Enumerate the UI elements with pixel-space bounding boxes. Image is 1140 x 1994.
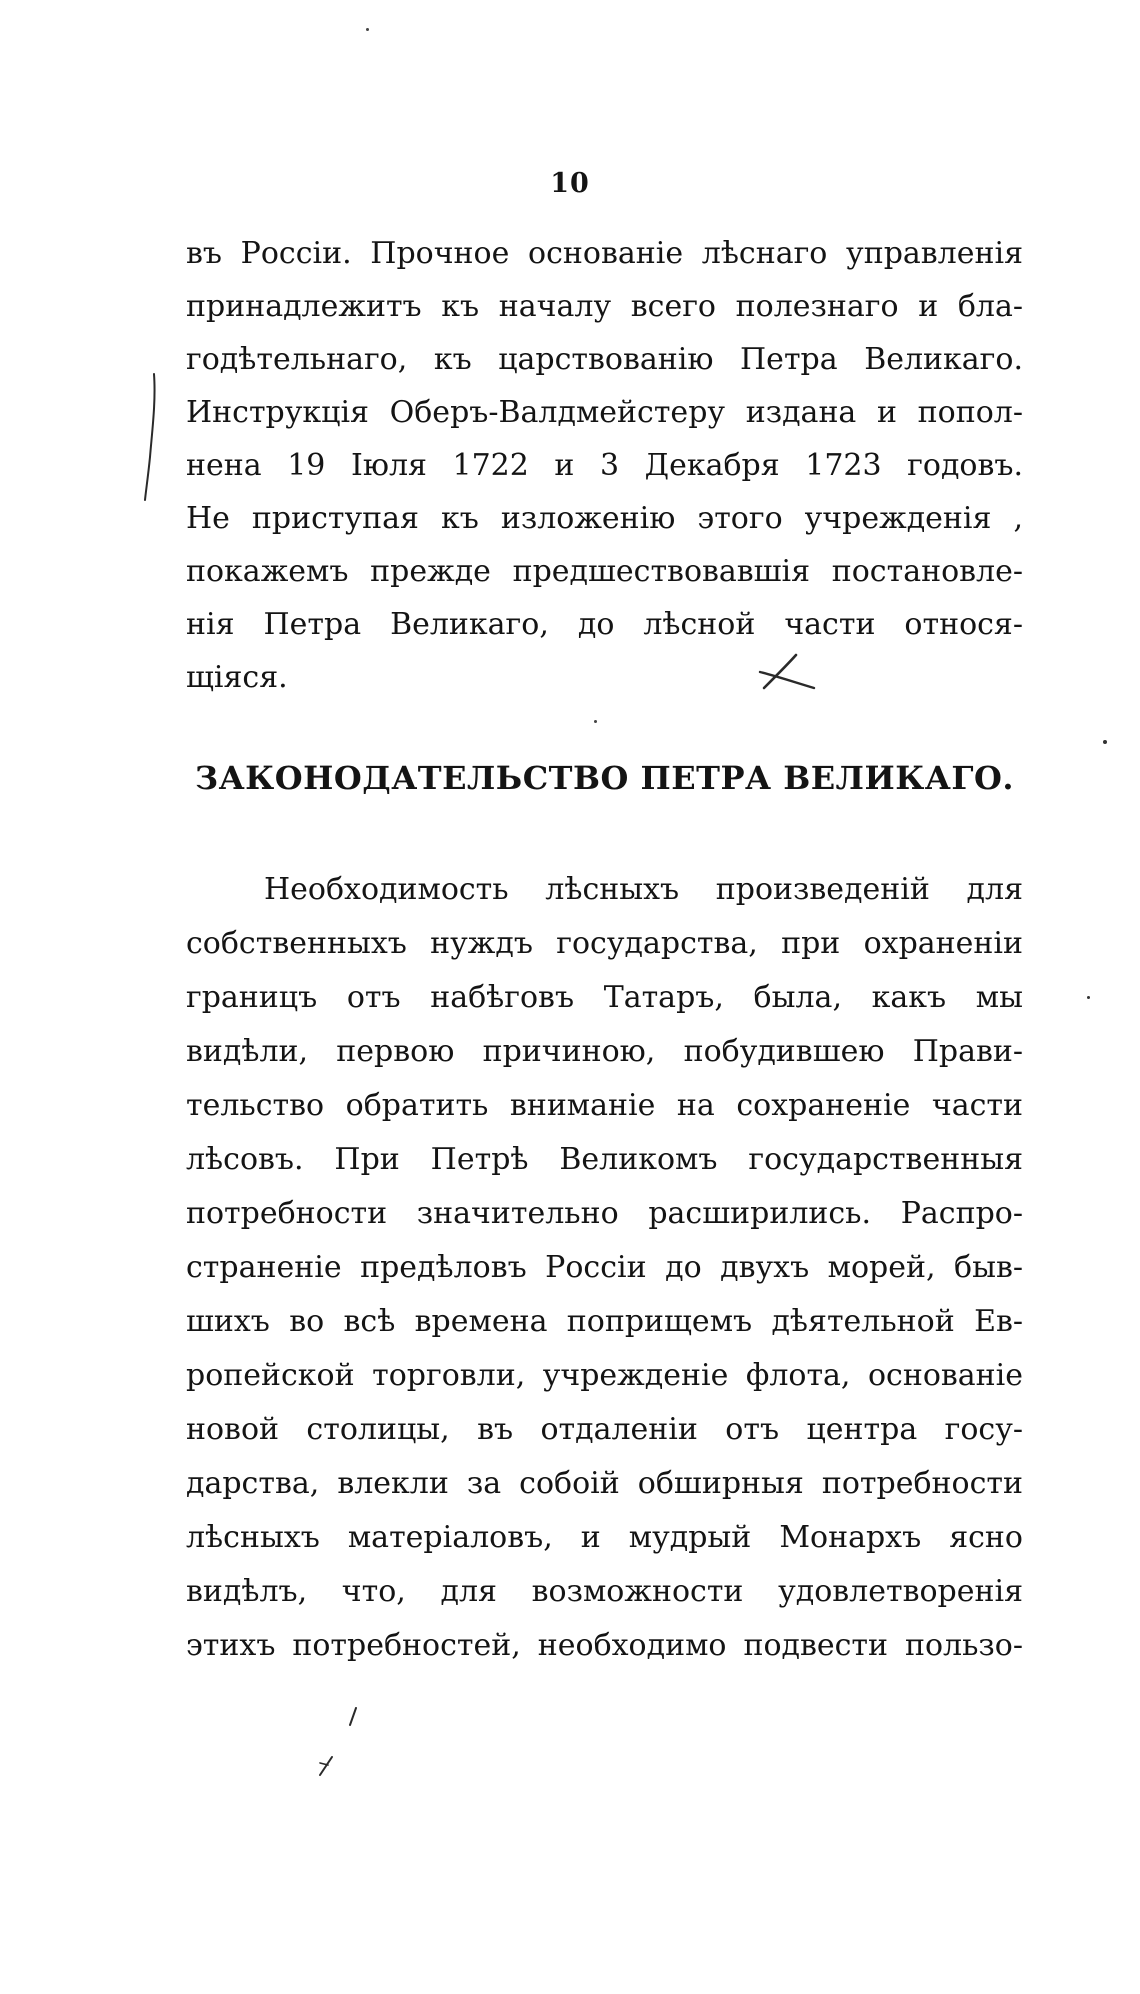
text-line: покажемъ прежде предшествовавшія постановле- [186,554,1023,589]
text-line: видѣлъ, что, для возможности удовлетворенія [186,1574,1023,1609]
page-number: 10 [550,168,590,199]
text-line: щіяся. [186,660,288,695]
text-line: нена 19 Іюля 1722 и 3 Декабря 1723 годовъ. [186,448,1023,483]
text-line: Не приступая къ изложенію этого учрежденія , [186,501,1023,536]
text-line: Инструкція Оберъ-Валдмейстеру издана и попол- [186,395,1023,430]
text-line: тельство обратить вниманіе на сохраненіе части [186,1088,1023,1123]
text-line: страненіе предѣловъ Россіи до двухъ морей, быв- [186,1250,1023,1285]
text-line: потребности значительно расширились. Распро- [186,1196,1023,1231]
speck [594,720,597,723]
speck [1087,996,1090,999]
x-pencil-mark [756,652,818,692]
text-line: годѣтельнаго, къ царствованію Петра Великаго. [186,342,1023,377]
text-line: принадлежитъ къ началу всего полезнаго и бла- [186,289,1023,324]
section-heading: ЗАКОНОДАТЕЛЬСТВО ПЕТРА ВЕЛИКАГО. [195,759,1014,797]
speck [1103,740,1107,744]
text-line: видѣли, первою причиною, побудившею Прави- [186,1034,1023,1069]
margin-pencil-mark [138,372,162,502]
text-line: дарства, влекли за собоій обширныя потребности [186,1466,1023,1501]
speck [366,28,369,31]
bottom-pencil-mark [312,1705,362,1777]
text-line: границъ отъ набѣговъ Татаръ, была, какъ мы [186,980,1023,1015]
text-line: нія Петра Великаго, до лѣсной части относя- [186,607,1023,642]
text-line: шихъ во всѣ времена поприщемъ дѣятельной Ев- [186,1304,1023,1339]
text-line: ропейской торговли, учрежденіе флота, основаніе [186,1358,1023,1393]
text-line: новой столицы, въ отдаленіи отъ центра госу- [186,1412,1023,1447]
text-line: въ Россіи. Прочное основаніе лѣснаго управленія [186,236,1023,271]
text-line: лѣсовъ. При Петрѣ Великомъ государственныя [186,1142,1023,1177]
text-line: этихъ потребностей, необходимо подвести пользо- [186,1628,1023,1663]
text-line: лѣсныхъ матеріаловъ, и мудрый Монархъ ясно [186,1520,1023,1555]
text-line: Необходимость лѣсныхъ произведеній для [264,872,1023,907]
text-line: собственныхъ нуждъ государства, при охраненіи [186,926,1023,961]
